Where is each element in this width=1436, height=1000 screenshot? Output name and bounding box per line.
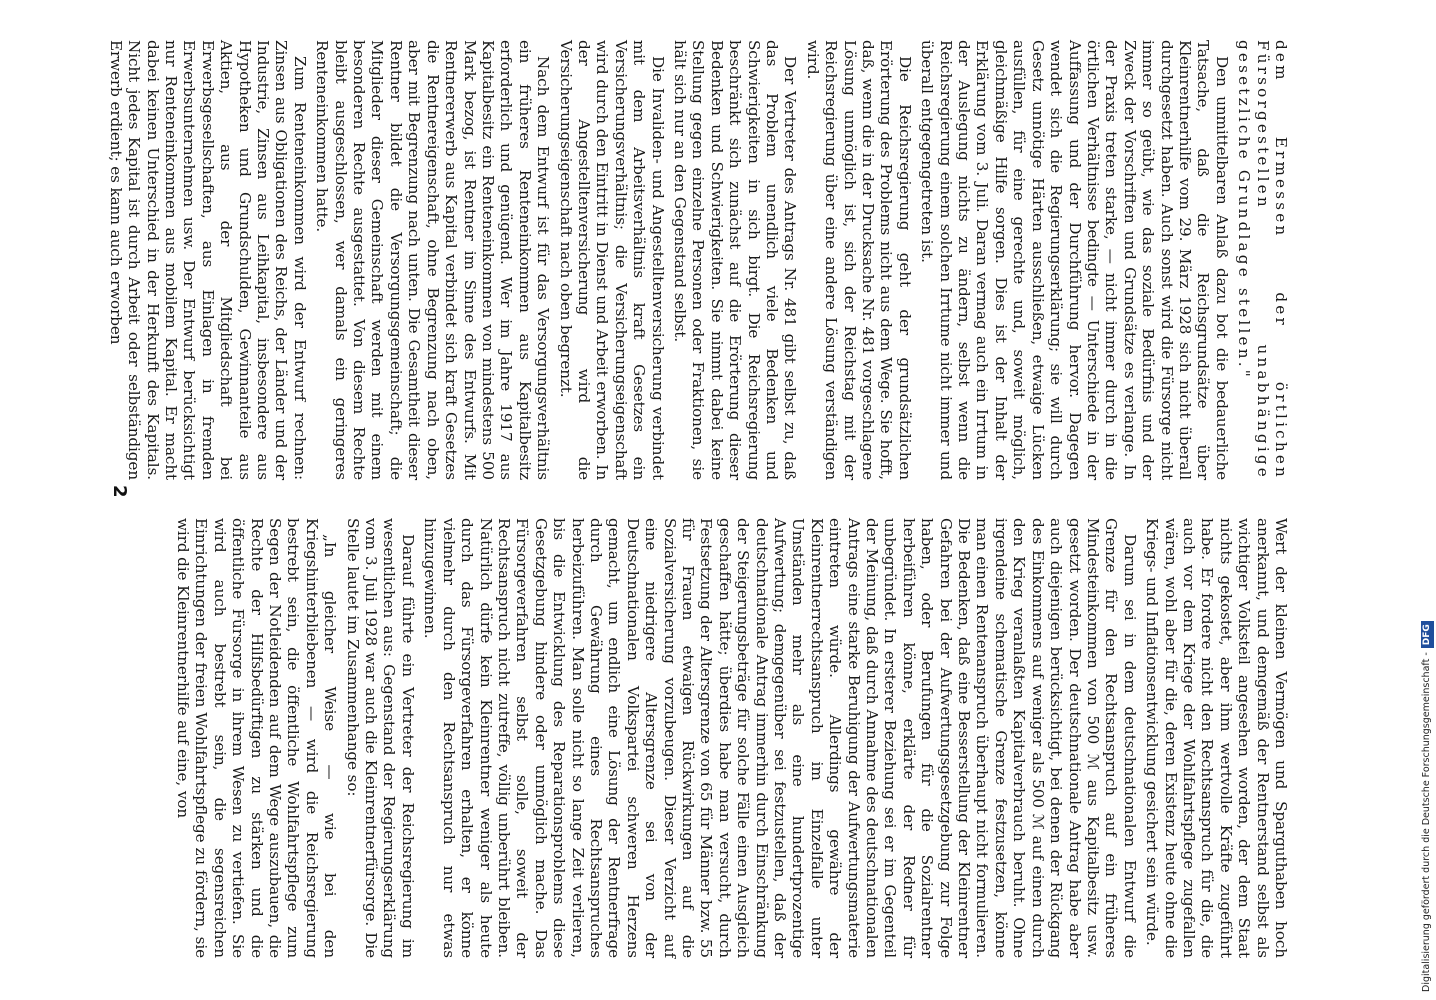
column-left (150, 518, 1290, 958)
paragraph: Die Invaliden- und Angestelltenversicherung verbindet mit dem Arbeitsverhältnis kraft Gesetzes ein Versicherungsverhältnis; die Versicherungseigenschaft wird durch den Eintritt in Dienst und Arbeit erworben. In der Angestelltenversicherung wird die Versicherungseigenschaft nach oben begrenzt. (556, 40, 667, 480)
text-columns (106, 40, 1290, 970)
paragraph: Den unmittelbaren Anlaß dazu bot die bedauerliche Tatsache, daß die Reichsgrundsätze über Kleinrentnerhilfe vom 29. März 1928 sich nicht überall durchgesetzt haben. Auch sonst wird die Fürsorge nicht immer so geübt, wie das soziale Bedürfnis und der Zweck der Vorschriften und Grundsätze es verlange. In der Praxis treten starke, — nicht immer durch in die örtlichen Verhältnisse bedingte — Unterschiede in der Auffassung und der Durchführung hervor. Dagegen wendet sich die Regierungserklärung; sie will durch Gesetz unnötige Härten ausschließen, etwaige Lücken ausfüllen, für eine gerechte und, soweit möglich, gleichmäßige Hilfe sorgen. Dies ist der Inhalt der Erklärung vom 3. Juli. Daran vermag auch ein Irrtum in der Auslegung nichts zu ändern, selbst wenn die Reichsregierung einem solchen Irrtume nicht immer und überall entgegengetreten ist. (918, 40, 1231, 480)
digitization-note (1418, 8, 1436, 992)
dfg-logo: DFG (1421, 621, 1434, 648)
rotated-page-content (106, 40, 1290, 970)
page-number: 2 (109, 485, 130, 498)
column-right (106, 40, 1290, 480)
paragraph: „In gleicher Weise — wie bei den Kriegshinterbliebenen — wird die Reichsregierung bestrebt sein, die öffentliche Wohlfahrtspflege zum Segen der Notleidenden auf dem Wege auszubauen, die Rechte der Hilfsbedürftigen zu stärken und die öffentliche Fürsorge in ihrem Wesen zu vertiefen. Sie wird auch bestrebt sein, die segensreichen Einrichtungen der freien Wohlfahrtspflege zu fördern, sie wird die Kleinrentnerhilfe auf eine, von (174, 518, 340, 958)
paragraph: Darum sei in dem deutschnationalen Entwurf die Grenze für den Rechtsanspruch auf ein früheres Mindesteinkommen von 500 ℳ aus Kapitalbesitz usw. gesetzt worden. Der deutschnationale Antrag habe aber auch diejenigen berücksichtigt, bei denen der Rückgang des Einkommens auf weniger als 500 ℳ auf einen durch den Krieg veranlaßten Kapitalverbrauch beruht. Ohne irgendeine schematische Grenze festzusetzen, könne man einen Rentenanspruch überhaupt nicht formulieren. Die Bedenken, daß eine Besserstellung der Kleinrentner Gefahren bei der Aufwertungsgesetzgebung zur Folge haben, oder Berufungen für die Sozialrentner herbeiführen könne, erklärte der Redner für unbegründet. In ersterer Beziehung sei er im Gegenteil der Meinung, daß durch Annahme des deutschnationalen Antrags eine starke Beruhigung der Aufwertungsmaterie eintreten würde. Allerdings gewähre der Kleinrentnerrechtsanspruch im Einzelfalle unter Umständen mehr als eine hundertprozentige Aufwertung; demgegenüber sei festzustellen, daß der deutschnationale Antrag immerhin durch Einschränkung der Steigerungsbeträge für solche Fälle einen Ausgleich geschaffen hätte; überdies habe man versucht, durch Festsetzung der Altersgrenze von 65 für Männer bzw. 55 für Frauen etwaigen Rückwirkungen auf die Sozialversicherung vorzubeugen. Dieser Verzicht auf eine niedrigere Altersgrenze sei von der Deutschnationalen Volkspartei schweren Herzens gemacht, um endlich eine Lösung der Rentnerfrage durch Gewährung eines Rechtsanspruches herbeizuführen. Man solle nicht so lange Zeit verlieren, bis die Entwicklung des Reparationsproblems diese Gesetzgebung hindere oder unmöglich mache. Das Fürsorgeverfahren selbst solle, soweit der Rechtsanspruch nicht zutreffe, völlig unberührt bleiben. Natürlich dürfe kein Kleinrentner weniger als heute durch das Fürsorgeverfahren erhalten, er könne vielmehr durch den Rechtsanspruch nur etwas hinzugewinnen. (421, 518, 1139, 958)
digitization-note-text: Digitalisierung gefördert durch die Deutsche Forschungsgemeinschaft - (1421, 652, 1432, 992)
paragraph: Zum Renteneinkommen wird der Entwurf rechnen: Zinsen aus Obligationen des Reichs, der Länder und der Industrie, Zinsen aus Leihkapital, insbesondere aus Hypotheken und Grundschulden, Gewinnanteile aus Aktien, aus der Mitgliedschaft bei Erwerbsgesellschaften, aus Einlagen in fremden Erwerbsunternehmen usw. Der Entwurf berücksichtigt nur Renteneinkommen aus mobilem Kapital. Er macht dabei keinen Unterschied in der Herkunft des Kapitals. Nicht jedes Kapital ist durch Arbeit oder selbständigen Erwerb erdient; es kann auch erworben (106, 40, 309, 480)
paragraph: Wert der kleinen Vermögen und Sparguthaben hoch anerkannt, und demgemäß der Rentnerstand selbst als wichtiger Volksteil angesehen worden, der dem Staat nichts gekostet, aber ihm wertvolle Kräfte zugeführt habe. Er fordere nicht den Rechtsanspruch für die, die auch vor dem Kriege der Wohlfahrtspflege zugefallen wären, wohl aber für die, deren Existenz heute ohne die Kriegs- und Inflationsentwicklung gesichert sein würde. (1143, 518, 1290, 958)
paragraph: dem Ermessen der örtlichen Fürsorgestellen unabhängige gesetzliche Grundlage stellen." (1235, 40, 1290, 480)
paragraph: Darauf führte ein Vertreter der Reichsregierung im wesentlichen aus: Gegenstand der Regierungserklärung vom 3. Juli 1928 war auch die Kleinrentnerfürsorge. Die Stelle lautet im Zusammenhange so: (343, 518, 417, 958)
paragraph: Nach dem Entwurf ist für das Versorgungsverhältnis ein früheres Renteneinkommen aus Kapitalbesitz erforderlich und genügend. Wer im Jahre 1917 aus Kapitalbesitz ein Renteneinkommen von mindestens 500 Mark bezog, ist Rentner im Sinne des Entwurfs. Mit Rentnererwerb aus Kapital verbindet sich kraft Gesetzes die Rentnereigenschaft, ohne Begrenzung nach oben, aber mit Begrenzung nach unten. Die Gesamtheit dieser Rentner bildet die Versorgungsgemeinschaft; die Mitglieder dieser Gemeinschaft werden mit einem besonderen Rechte ausgestattet. Von diesem Rechte bleibt ausgeschlossen, wer damals ein geringeres Renteneinkommen hatte. (313, 40, 553, 480)
paragraph: Der Vertreter des Antrags Nr. 481 gibt selbst zu, daß das Problem unendlich viele Bedenken und Schwierigkeiten in sich birgt. Die Reichsregierung beschränkt sich zunächst auf die Erörterung dieser Bedenken und Schwierigkeiten. Sie nimmt dabei keine Stellung gegen einzelne Personen oder Fraktionen, sie hält sich nur an den Gegenstand selbst. (671, 40, 800, 480)
paragraph: Die Reichsregierung geht der grundsätzlichen Erörterung des Problems nicht aus dem Wege. Sie hofft, daß, wenn die in der Drucksache Nr. 481 vorgeschlagene Lösung unmöglich ist, sich der Reichstag mit der Reichsregierung über eine andere Lösung verständigen wird. (803, 40, 914, 480)
